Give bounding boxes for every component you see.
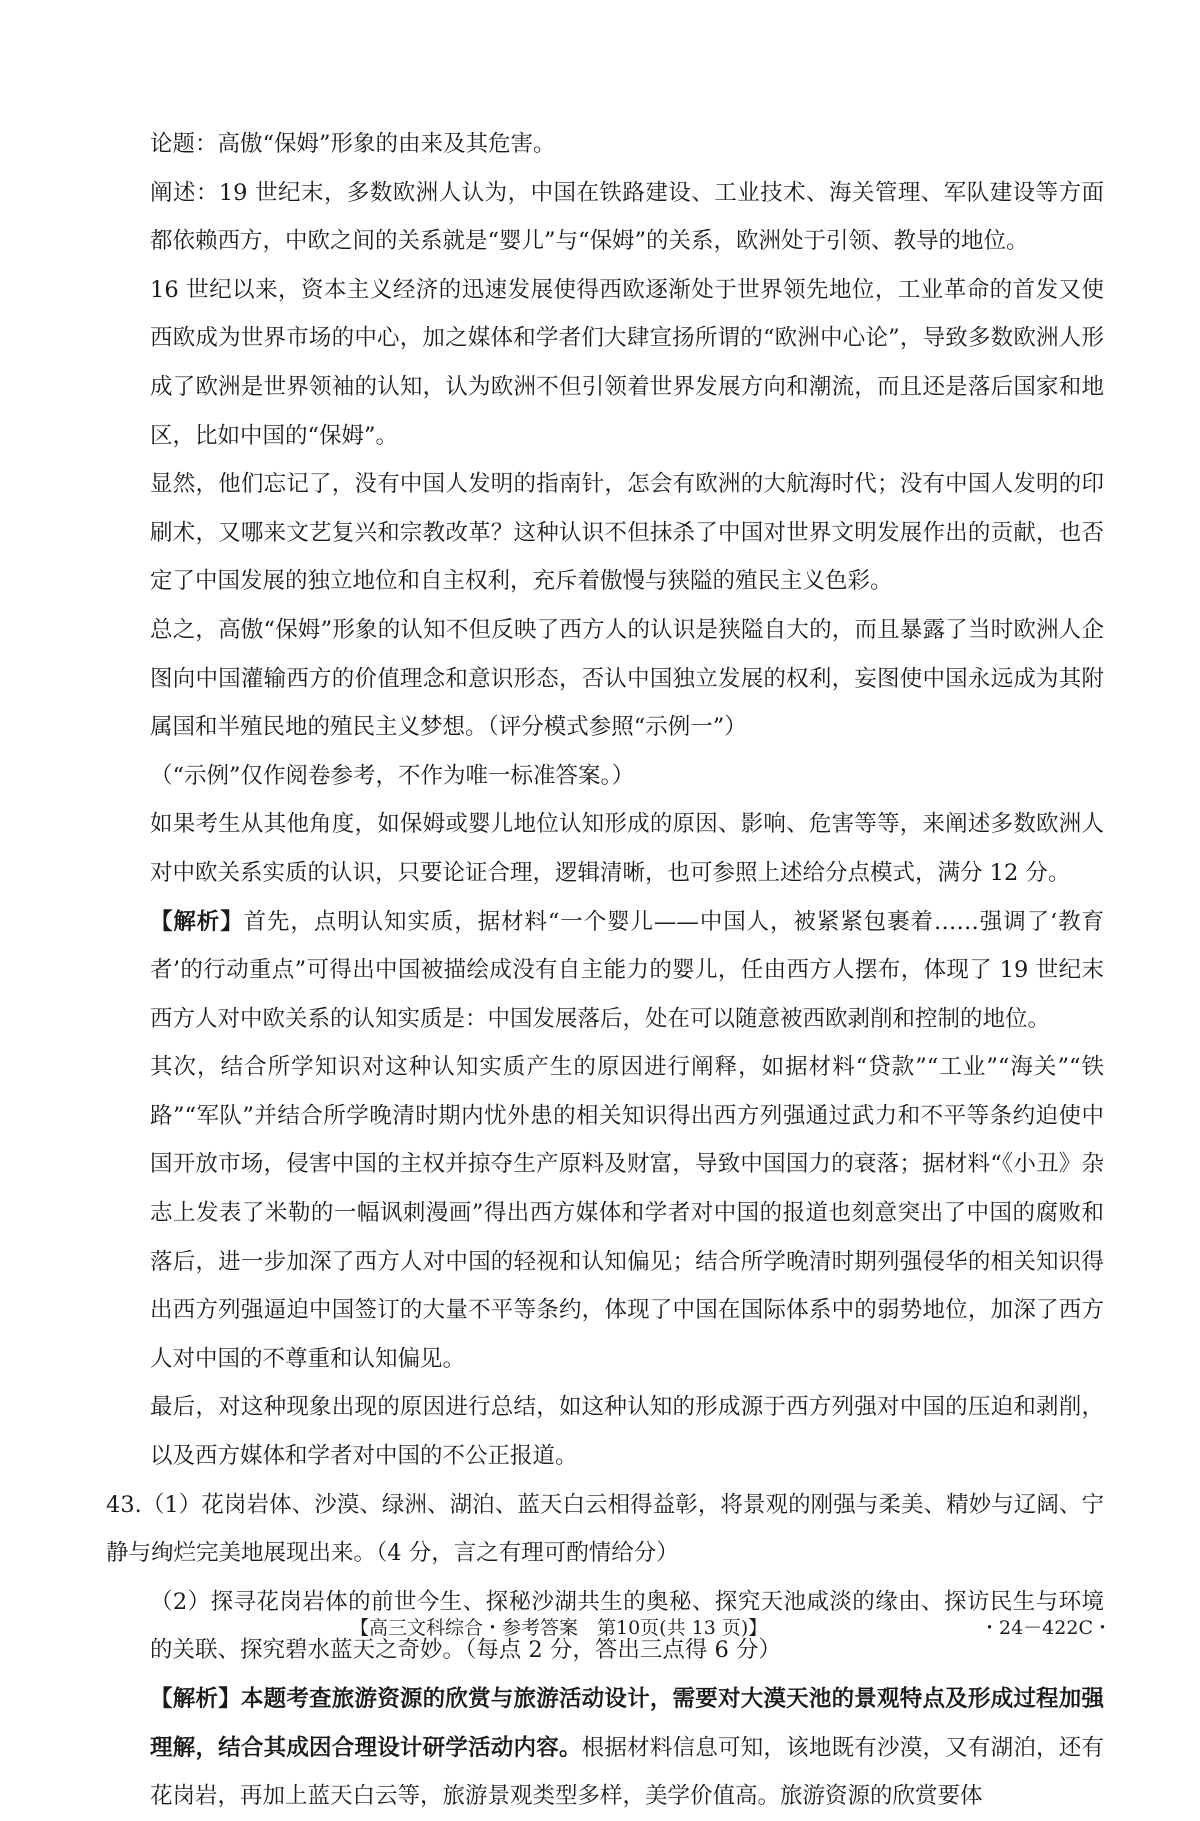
analysis-tag: 【解析】 [150,1686,241,1712]
question-43-analysis: 【解析】本题考查旅游资源的欣赏与旅游活动设计，需要对大漠天池的景观特点及形成过程加强理解，结合其成因合理设计研学活动内容。根据材料信息可知，该地既有沙漠，又有湖泊，还有花岗岩，再加上蓝天白云等，旅游景观类型多样，美学价值高。旅游资源的欣赏要体 [150,1686,1104,1810]
conclusion-paragraph: 总之，高傲“保姆”形象的认知不但反映了西方人的认识是狭隘自大的，而且暴露了当时欧洲人企图向中国灌输西方的价值理念和意识形态，否认中国独立发展的权利，妄图使中国永远成为其附属国和半殖民地的殖民主义梦想。（评分模式参照“示例一”） [150,616,1104,741]
footer-title: 【高三文科综合・参考答案 第10页(共 13 页)】 [350,1617,768,1639]
question-43-part-2: （2）探寻花岗岩体的前世今生、探秘沙湖共生的奥秘、探究天池咸淡的缘由、探访民生与环境的关联、探究碧水蓝天之奇妙。（每点 2 分，答出三点得 6 分） [150,1588,1104,1664]
analysis-paragraph-1: 【解析】首先，点明认知实质，据材料“一个婴儿——中国人，被紧紧包裹着……强调了‘教育者’的行动重点”可得出中国被描绘成没有自主能力的婴儿，任由西方人摆布，体现了 19 世纪末西方人对中欧关系的认知实质是：中国发展落后，处在可以随意被西欧剥削和控制的地位。 [150,908,1104,1032]
analysis-paragraph-2: 其次，结合所学知识对这种认知实质产生的原因进行阐释，如据材料“贷款”“工业”“海关”“铁路”“军队”并结合所学晚清时期内忧外患的相关知识得出西方列强通过武力和不平等条约迫使中国开放市场，侵害中国的主权并掠夺生产原料及财富，导致中国国力的衰落；据材料“《小丑》杂志上发表了米勒的一幅讽刺漫画”得出西方媒体和学者对中国的报道也刻意突出了中国的腐败和落后，进一步加深了西方人对中国的轻视和认知偏见；结合所学晚清时期列强侵华的相关知识得出西方列强逼迫中国签订的大量不平等条约，体现了中国在国际体系中的弱势地位，加深了西方人对中国的不尊重和认知偏见。 [150,1054,1104,1372]
page-footer [0,1612,1200,1644]
thesis-paragraph: 论题：高傲“保姆”形象的由来及其危害。 [150,131,556,157]
question-43-part-1: 43.（1）花岗岩体、沙漠、绿洲、湖泊、蓝天白云相得益彰，将景观的刚强与柔美、精妙与辽阔、宁静与绚烂完美地展现出来。（4 分，言之有理可酌情给分） [106,1491,1104,1567]
analysis-paragraph-3: 最后，对这种现象出现的原因进行总结，如这种认知的形成源于西方列强对中国的压迫和剥削，以及西方媒体和学者对中国的不公正报道。 [150,1394,1104,1470]
body-paragraph-background: 16 世纪以来，资本主义经济的迅速发展使得西欧逐渐处于世界领先地位，工业革命的首发又使西欧成为世界市场的中心，加之媒体和学者们大肆宣扬所谓的“欧洲中心论”，导致多数欧洲人形成了欧洲是世界领袖的认知，认为欧洲不但引领着世界发展方向和潮流，而且还是落后国家和地区，比如中国的“保姆”。 [150,276,1104,449]
example-note: （“示例”仅作阅卷参考，不作为唯一标准答案。） [150,762,635,789]
answer-content [106,120,1104,1821]
scoring-note: 如果考生从其他角度，如保姆或婴儿地位认知形成的原因、影响、危害等等，来阐述多数欧洲人对中欧关系实质的认识，只要论证合理，逻辑清晰，也可参照上述给分点模式，满分 12 分。 [150,811,1104,886]
body-paragraph-rebuttal: 显然，他们忘记了，没有中国人发明的指南针，怎会有欧洲的大航海时代；没有中国人发明的印刷术，又哪来文艺复兴和宗教改革？这种认识不但抹杀了中国对世界文明发展作出的贡献，也否定了中国发展的独立地位和自主权利，充斥着傲慢与狭隘的殖民主义色彩。 [150,471,1104,595]
footer-code: ・24－422C・ [980,1617,1112,1639]
argument-paragraph: 阐述：19 世纪末，多数欧洲人认为，中国在铁路建设、工业技术、海关管理、军队建设等方面都依赖西方，中欧之间的关系就是“婴儿”与“保姆”的关系，欧洲处于引领、教导的地位。 [150,179,1104,255]
analysis-tag: 【解析】 [150,908,244,935]
